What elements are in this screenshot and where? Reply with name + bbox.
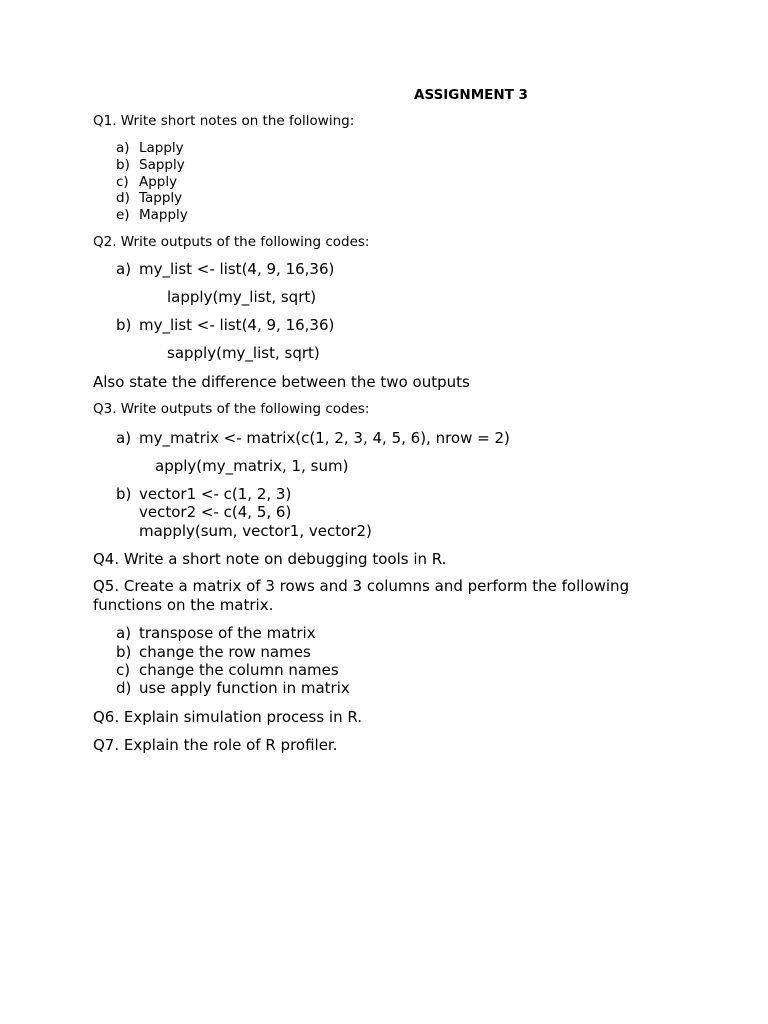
document-title: ASSIGNMENT 3 xyxy=(414,87,528,103)
q5-item-a-marker: a) xyxy=(116,624,132,642)
q5-item-c-marker: c) xyxy=(116,661,131,679)
q2-b-marker: b) xyxy=(116,316,132,334)
q1-item-a-marker: a) xyxy=(116,140,130,156)
q5-item-c: change the column names xyxy=(139,661,339,679)
q1-item-c-marker: c) xyxy=(116,174,129,190)
q2-a-code-line2: lapply(my_list, sqrt) xyxy=(167,288,317,306)
q1-item-d-marker: d) xyxy=(116,190,130,206)
q2-a-code-line1: my_list <- list(4, 9, 16,36) xyxy=(139,260,335,278)
q1-item-a: Lapply xyxy=(139,140,184,156)
q5-question: Q5. Create a matrix of 3 rows and 3 columns and perform the following functions on the matrix. xyxy=(93,577,630,614)
q3-b-code-line1: vector1 <- c(1, 2, 3) xyxy=(139,485,292,503)
q1-item-b: Sapply xyxy=(139,157,185,173)
q1-item-e: Mapply xyxy=(139,207,188,223)
q1-item-d: Tapply xyxy=(139,190,183,206)
q3-a-marker: a) xyxy=(116,429,132,447)
q2-note: Also state the difference between the two outputs xyxy=(93,373,470,391)
q3-b-code-line2: vector2 <- c(4, 5, 6) xyxy=(139,503,292,521)
q3-a-code-line2: apply(my_matrix, 1, sum) xyxy=(155,457,349,475)
q5-item-a: transpose of the matrix xyxy=(139,624,316,642)
q2-b-code-line1: my_list <- list(4, 9, 16,36) xyxy=(139,316,335,334)
q5-item-b: change the row names xyxy=(139,643,311,661)
q1-question: Q1. Write short notes on the following: xyxy=(93,113,355,129)
q1-item-e-marker: e) xyxy=(116,207,130,223)
q5-item-d-marker: d) xyxy=(116,679,132,697)
q7-question: Q7. Explain the role of R profiler. xyxy=(93,736,338,754)
q1-item-b-marker: b) xyxy=(116,157,130,173)
q4-question: Q4. Write a short note on debugging tools in R. xyxy=(93,550,447,568)
q3-b-marker: b) xyxy=(116,485,132,503)
q5-item-b-marker: b) xyxy=(116,643,132,661)
q5-item-d: use apply function in matrix xyxy=(139,679,350,697)
q3-question: Q3. Write outputs of the following codes: xyxy=(93,401,370,417)
q1-item-c: Apply xyxy=(139,174,178,190)
q2-a-marker: a) xyxy=(116,260,132,278)
q3-b-code-line3: mapply(sum, vector1, vector2) xyxy=(139,522,372,540)
q2-question: Q2. Write outputs of the following codes: xyxy=(93,234,370,250)
q2-b-code-line2: sapply(my_list, sqrt) xyxy=(167,344,320,362)
q6-question: Q6. Explain simulation process in R. xyxy=(93,708,363,726)
q3-a-code-line1: my_matrix <- matrix(c(1, 2, 3, 4, 5, 6), nrow = 2) xyxy=(139,429,510,447)
